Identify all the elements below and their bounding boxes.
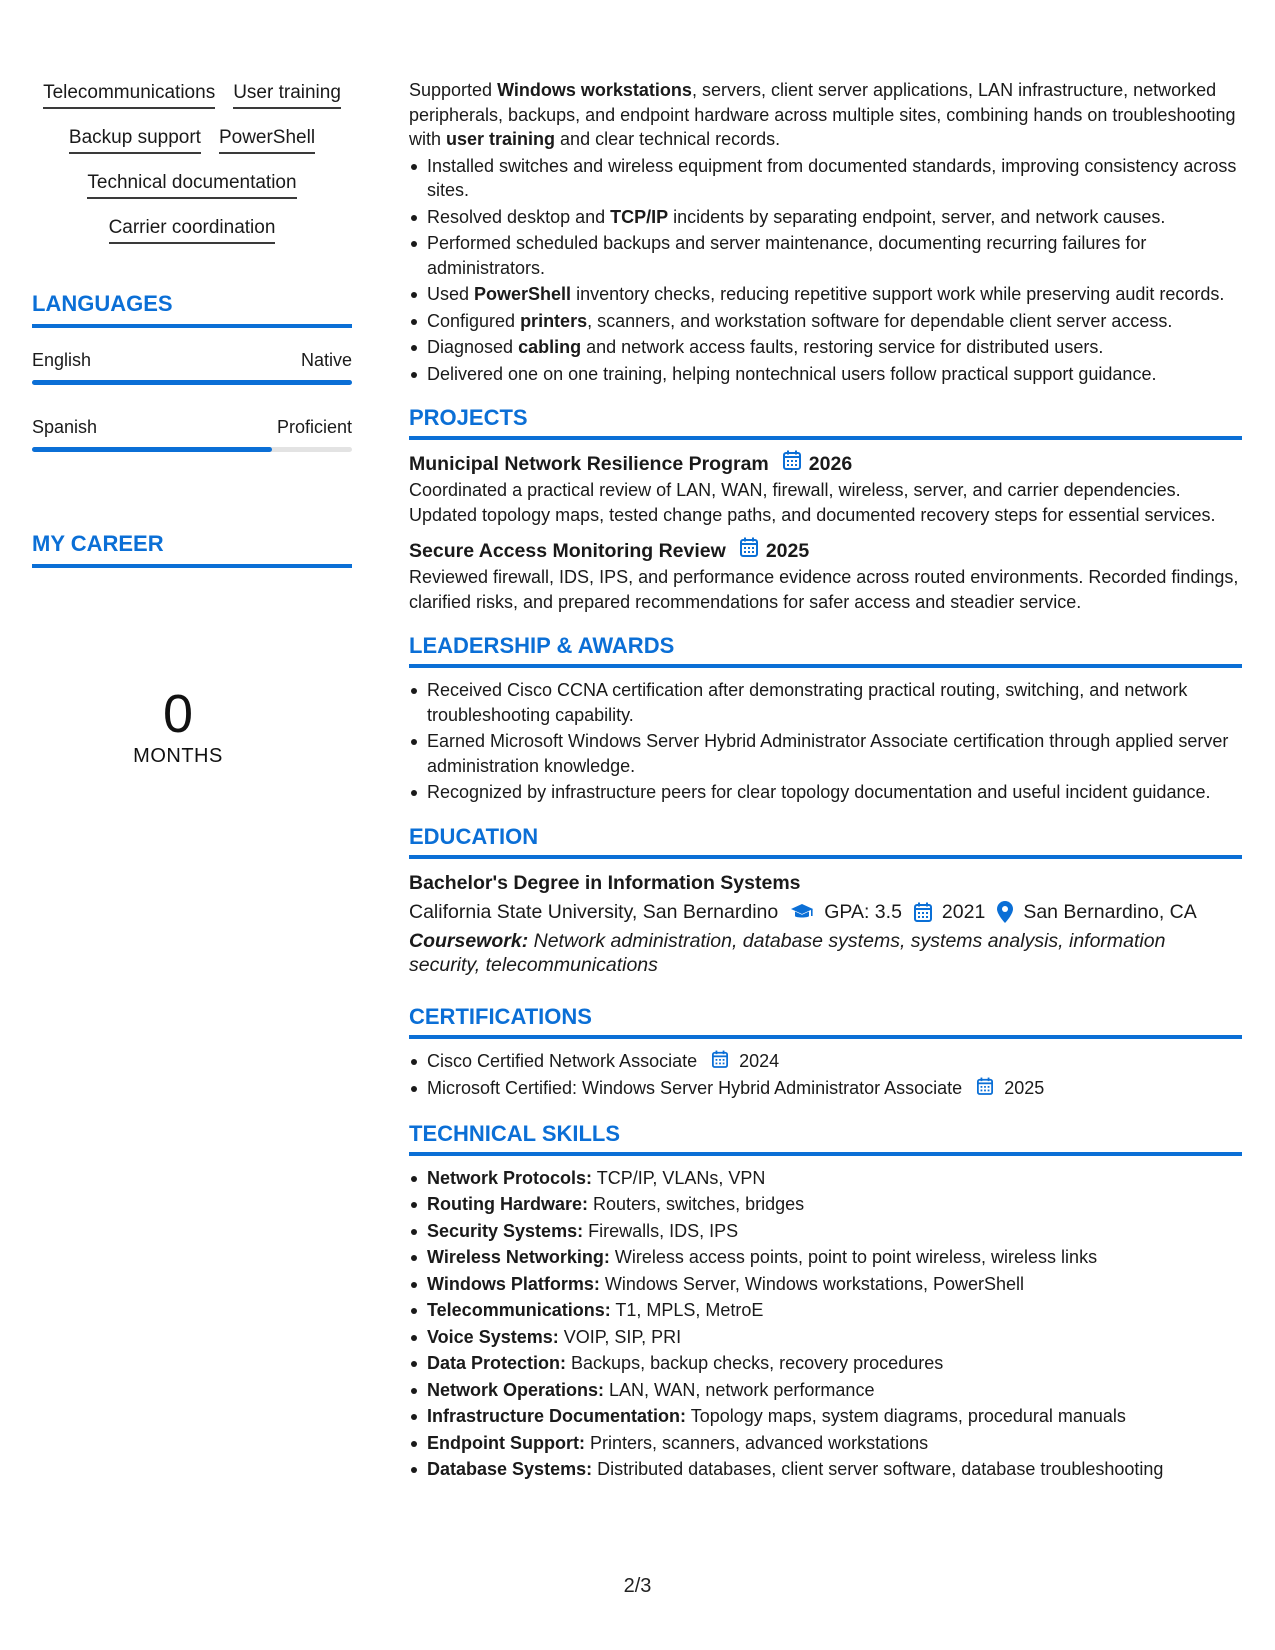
skill-tag: Telecommunications: [43, 80, 215, 109]
text: , scanners, and workstation software for dependable client server access.: [587, 310, 1173, 331]
leadership-section: [409, 632, 1242, 805]
calendar-icon: [740, 537, 758, 565]
list-item: [409, 205, 1242, 230]
text: and network access faults, restoring service for distributed users.: [581, 337, 1104, 357]
projects-section: [409, 404, 1242, 614]
text: , servers, client server applications, LAN infrastructure, networked peripherals, backups, and endpoint hardware across multiple sites, combining hands on troubleshooting with: [409, 80, 1236, 149]
list-item: [409, 1166, 1242, 1191]
experience-bullets: [409, 154, 1242, 387]
location-pin-icon: [997, 901, 1013, 923]
page-number: 2/3: [623, 1575, 652, 1597]
project-name: Municipal Network Resilience Program: [409, 453, 769, 475]
list-item: Recognized by infrastructure peers for clear topology documentation and useful incident guidance.: [409, 780, 1242, 805]
project-item: [409, 537, 1242, 614]
skill-label: Network Operations:: [427, 1379, 605, 1400]
text: Delivered one on one training, helping nontechnical users follow practical support guidance.: [427, 363, 1157, 384]
skill-label: Voice Systems:: [427, 1326, 559, 1347]
certification-name: Microsoft Certified: Windows Server Hybrid Administrator Associate: [427, 1078, 963, 1098]
skill-value: LAN, WAN, network performance: [604, 1379, 875, 1400]
language-bar-fill: [32, 447, 272, 452]
education-heading: EDUCATION: [409, 823, 1242, 859]
education-section: [409, 823, 1242, 977]
list-item: [409, 1351, 1242, 1376]
skill-label: Wireless Networking:: [427, 1247, 610, 1267]
skill-tag: Backup support: [69, 125, 201, 154]
language-name: Spanish: [32, 417, 98, 437]
skill-label: Windows Platforms:: [427, 1273, 600, 1294]
calendar-icon: [977, 1077, 993, 1102]
projects-heading: PROJECTS: [409, 404, 1242, 440]
project-description: Coordinated a practical review of LAN, WAN, firewall, wireless, server, and carrier dependencies. Updated topology maps, tested change paths, and documented recovery steps for essential services.: [409, 480, 1216, 525]
keyword: TCP/IP: [610, 206, 669, 227]
coursework-text: Network administration, database systems, systems analysis, information security, telecommunications: [409, 929, 1166, 976]
technical-skills-section: [409, 1120, 1242, 1482]
list-item: [409, 1245, 1242, 1270]
skill-value: Firewalls, IDS, IPS: [583, 1220, 739, 1241]
text: inventory checks, reducing repetitive support work while preserving audit records.: [571, 284, 1225, 304]
career-heading: MY CAREER: [32, 530, 352, 568]
language-name: English: [32, 350, 92, 370]
certification-name: Cisco Certified Network Associate: [427, 1050, 698, 1071]
project-year: 2026: [808, 453, 853, 475]
skill-label: Routing Hardware:: [427, 1194, 589, 1214]
list-item: [409, 1404, 1242, 1429]
list-item: [409, 1457, 1242, 1482]
skill-value: Routers, switches, bridges: [588, 1194, 805, 1214]
list-item: [409, 1272, 1242, 1297]
languages-heading: LANGUAGES: [32, 290, 352, 328]
career-duration-unit: MONTHS: [133, 745, 223, 767]
sidebar: [32, 80, 352, 768]
certifications-heading: CERTIFICATIONS: [409, 1003, 1242, 1039]
technical-skills-heading: TECHNICAL SKILLS: [409, 1120, 1242, 1156]
list-item: [409, 1192, 1242, 1217]
list-item: [409, 1049, 1242, 1075]
text: Supported: [409, 80, 498, 100]
certification-year: 2024: [739, 1050, 780, 1071]
project-item: [409, 450, 1242, 527]
education-location: San Bernardino, CA: [1023, 900, 1197, 923]
skill-tag: PowerShell: [219, 125, 315, 154]
career-duration: [32, 684, 324, 768]
education-degree: Bachelor's Degree in Information Systems: [409, 871, 801, 894]
experience-summary: [409, 78, 1242, 152]
project-year: 2025: [765, 540, 810, 562]
text: Diagnosed: [427, 337, 519, 357]
skill-tag: Carrier coordination: [109, 215, 276, 244]
skill-label: Network Protocols:: [427, 1167, 593, 1188]
skill-value: Backups, backup checks, recovery procedures: [566, 1353, 944, 1373]
list-item: [409, 309, 1242, 334]
skill-label: Endpoint Support:: [427, 1432, 585, 1453]
leadership-heading: LEADERSHIP & AWARDS: [409, 632, 1242, 668]
list-item: Earned Microsoft Windows Server Hybrid Administrator Associate certification through applied server administration knowledge.: [409, 729, 1242, 778]
skill-value: Windows Server, Windows workstations, PowerShell: [599, 1273, 1025, 1294]
skill-value: Distributed databases, client server software, database troubleshooting: [592, 1459, 1164, 1479]
text: Used: [427, 284, 475, 304]
keyword: PowerShell: [474, 284, 572, 304]
career-section: [32, 530, 352, 768]
skill-value: VOIP, SIP, PRI: [558, 1326, 682, 1347]
list-item: Received Cisco CCNA certification after demonstrating practical routing, switching, and network troubleshooting capability.: [409, 678, 1242, 727]
languages-section: [32, 290, 352, 452]
text: and clear technical records.: [555, 129, 781, 149]
skill-value: TCP/IP, VLANs, VPN: [592, 1167, 766, 1188]
list-item: [409, 362, 1242, 387]
text: Performed scheduled backups and server maintenance, documenting recurring failures for administrators.: [427, 233, 1147, 278]
keyword: printers: [520, 310, 588, 331]
language-bar: [32, 380, 352, 385]
calendar-icon: [712, 1050, 728, 1075]
text: Configured: [427, 310, 521, 331]
certifications-list: [409, 1049, 1242, 1102]
language-level: Proficient: [276, 417, 352, 437]
project-name: Secure Access Monitoring Review: [409, 540, 726, 562]
list-item: [409, 231, 1242, 280]
education-meta: [409, 897, 1242, 927]
list-item: [409, 282, 1242, 307]
text: Installed switches and wireless equipment from documented standards, improving consistency across sites.: [427, 155, 1237, 200]
calendar-icon: [914, 902, 932, 922]
skill-label: Telecommunications:: [427, 1300, 611, 1320]
text: Resolved desktop and: [427, 206, 611, 227]
list-item: [409, 1298, 1242, 1323]
list-item: [409, 154, 1242, 203]
skill-label: Infrastructure Documentation:: [427, 1406, 687, 1426]
leadership-list: [409, 678, 1242, 805]
list-item: [409, 1325, 1242, 1350]
list-item: [409, 1431, 1242, 1456]
list-item: [409, 1076, 1242, 1102]
skill-value: T1, MPLS, MetroE: [610, 1300, 764, 1320]
language-bar: [32, 447, 352, 452]
coursework-label: Coursework:: [409, 929, 529, 952]
skill-value: Topology maps, system diagrams, procedural manuals: [686, 1406, 1126, 1426]
keyword: Windows workstations: [497, 80, 692, 100]
skill-tags: [32, 80, 352, 244]
certifications-section: [409, 1003, 1242, 1102]
list-item: [409, 335, 1242, 360]
experience-entry: [409, 78, 1242, 386]
skill-tag: User training: [233, 80, 341, 109]
keyword: cabling: [518, 337, 582, 357]
technical-skills-list: [409, 1166, 1242, 1482]
language-level: Native: [300, 350, 352, 370]
calendar-icon: [783, 450, 801, 478]
skill-value: Printers, scanners, advanced workstations: [584, 1432, 929, 1453]
text: incidents by separating endpoint, server, and network causes.: [668, 206, 1166, 227]
education-gpa: GPA: 3.5: [824, 900, 902, 923]
education-coursework: [409, 929, 1242, 977]
skill-label: Database Systems:: [427, 1459, 593, 1479]
education-school: California State University, San Bernardino: [409, 900, 779, 923]
skill-label: Data Protection:: [427, 1353, 567, 1373]
skill-label: Security Systems:: [427, 1220, 584, 1241]
career-duration-value: 0: [162, 684, 194, 744]
certification-year: 2025: [1004, 1078, 1045, 1098]
language-item: [32, 348, 352, 385]
skill-tag: Technical documentation: [87, 170, 296, 199]
language-bar-fill: [32, 380, 352, 385]
language-item: [32, 415, 352, 452]
project-description: Reviewed firewall, IDS, IPS, and performance evidence across routed environments. Recorded findings, clarified risks, and prepared recommendations for safer access and steadier service.: [409, 567, 1239, 612]
list-item: [409, 1219, 1242, 1244]
keyword: user training: [446, 129, 556, 149]
skill-value: Wireless access points, point to point wireless, wireless links: [609, 1247, 1098, 1267]
education-year: 2021: [941, 900, 986, 923]
graduation-cap-icon: [790, 903, 814, 921]
main-content: [409, 78, 1242, 1484]
list-item: [409, 1378, 1242, 1403]
